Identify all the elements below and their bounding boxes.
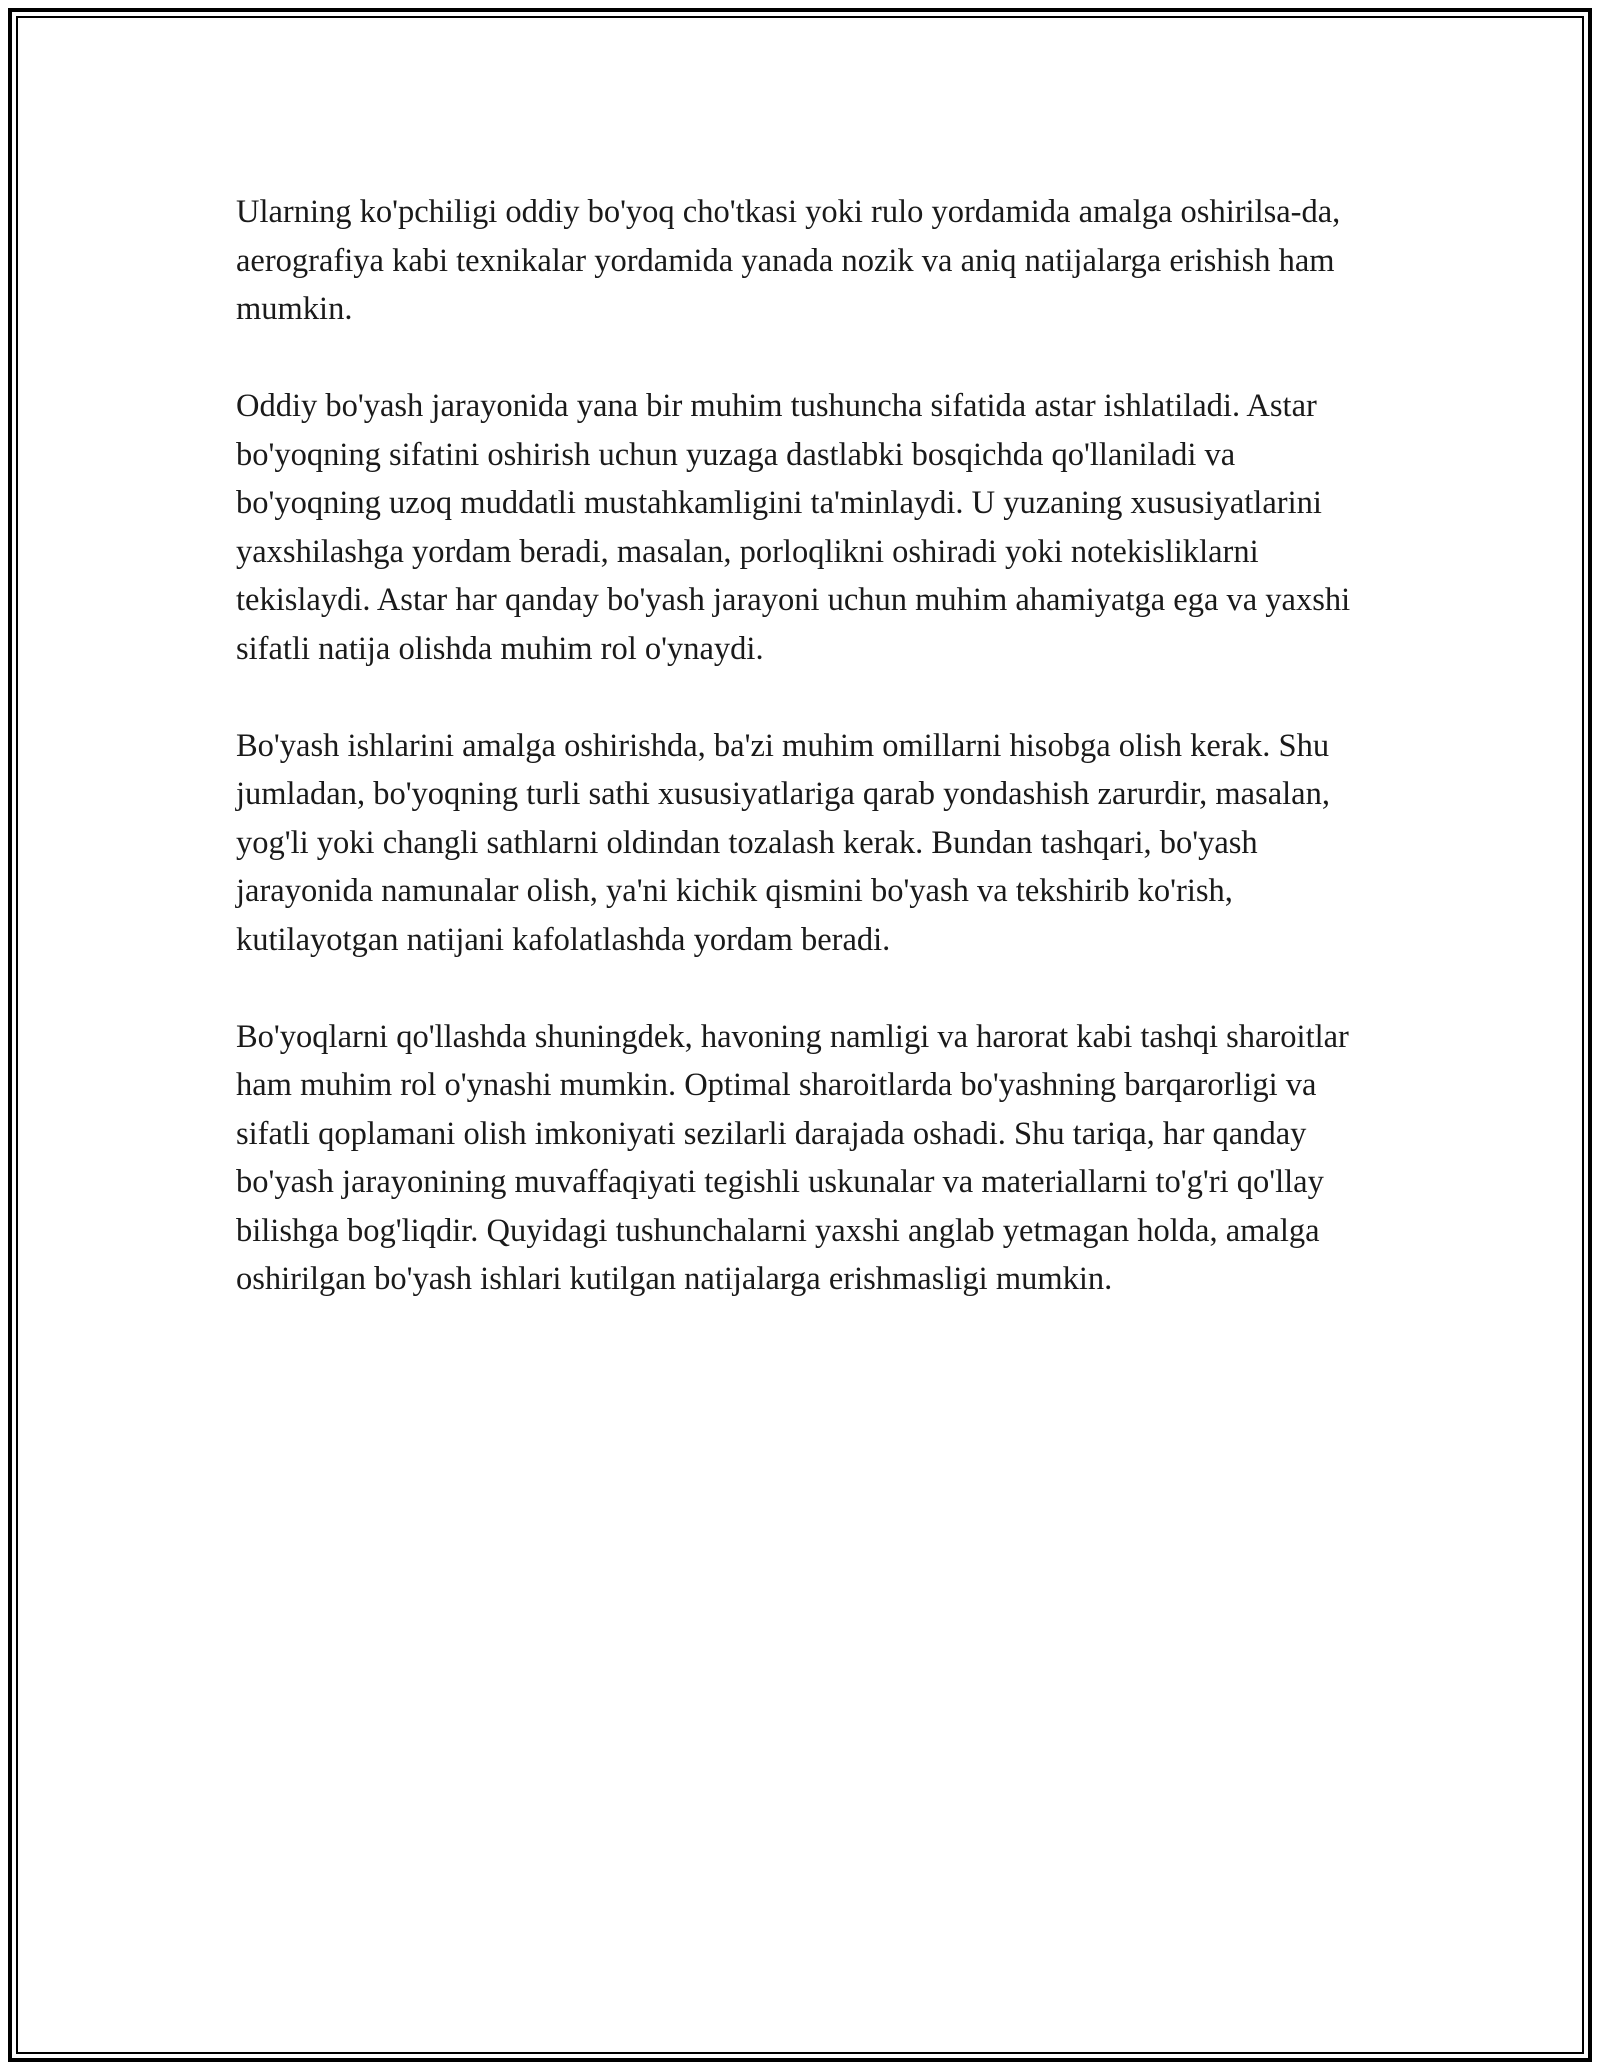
paragraph-2: Oddiy bo'yash jarayonida yana bir muhim tushuncha sifatida astar ishlatiladi. Astar bo'yoqning sifatini oshirish uchun yuzaga dastlabki bosqichda qo'llaniladi va bo'yoqning uzoq muddatli mustahkamligini ta'minlaydi. U yuzaning xususiyatlarini yaxshilashga yordam beradi, masalan, porloqlikni oshiradi yoki notekisliklarni tekislaydi. Astar har qanday bo'yash jarayoni uchun muhim ahamiyatga ega va yaxshi sifatli natija olishda muhim rol o'ynaydi. bbox=[236, 388, 1351, 667]
paragraph-4: Bo'yoqlarni qo'llashda shuningdek, havoning namligi va harorat kabi tashqi sharoitlar ham muhim rol o'ynashi mumkin. Optimal sharoitlarda bo'yashning barqarorligi va sifatli qoplamani olish imkoniyati sezilarli darajada oshadi. Shu tariqa, har qanday bo'yash jarayonining muvaffaqiyati tegishli uskunalar va materiallarni to'g'ri qo'llay bilishga bog'liqdir. Quyidagi tushunchalarni yaxshi anglab yetmagan holda, amalga oshirilgan bo'yash ishlari kutilgan natijalarga erishmasligi mumkin. bbox=[236, 1018, 1349, 1297]
paragraph-3: Bo'yash ishlarini amalga oshirishda, ba'zi muhim omillarni hisobga olish kerak. Shu jumladan, bo'yoqning turli sathi xususiyatlariga qarab yondashish zarurdir, masalan, yog'li yoki changli sathlarni oldindan tozalash kerak. Bundan tashqari, bo'yash jarayonida namunalar olish, ya'ni kichik qismini bo'yash va tekshirib ko'rish, kutilayotgan natijani kafolatlashda yordam beradi. bbox=[236, 727, 1330, 958]
document-body bbox=[236, 188, 1376, 1352]
paragraph-1: Ularning ko'pchiligi oddiy bo'yoq cho'tkasi yoki rulo yordamida amalga oshirilsa-da, aerografiya kabi texnikalar yordamida yanada nozik va aniq natijalarga erishish ham mumkin. bbox=[236, 194, 1341, 327]
